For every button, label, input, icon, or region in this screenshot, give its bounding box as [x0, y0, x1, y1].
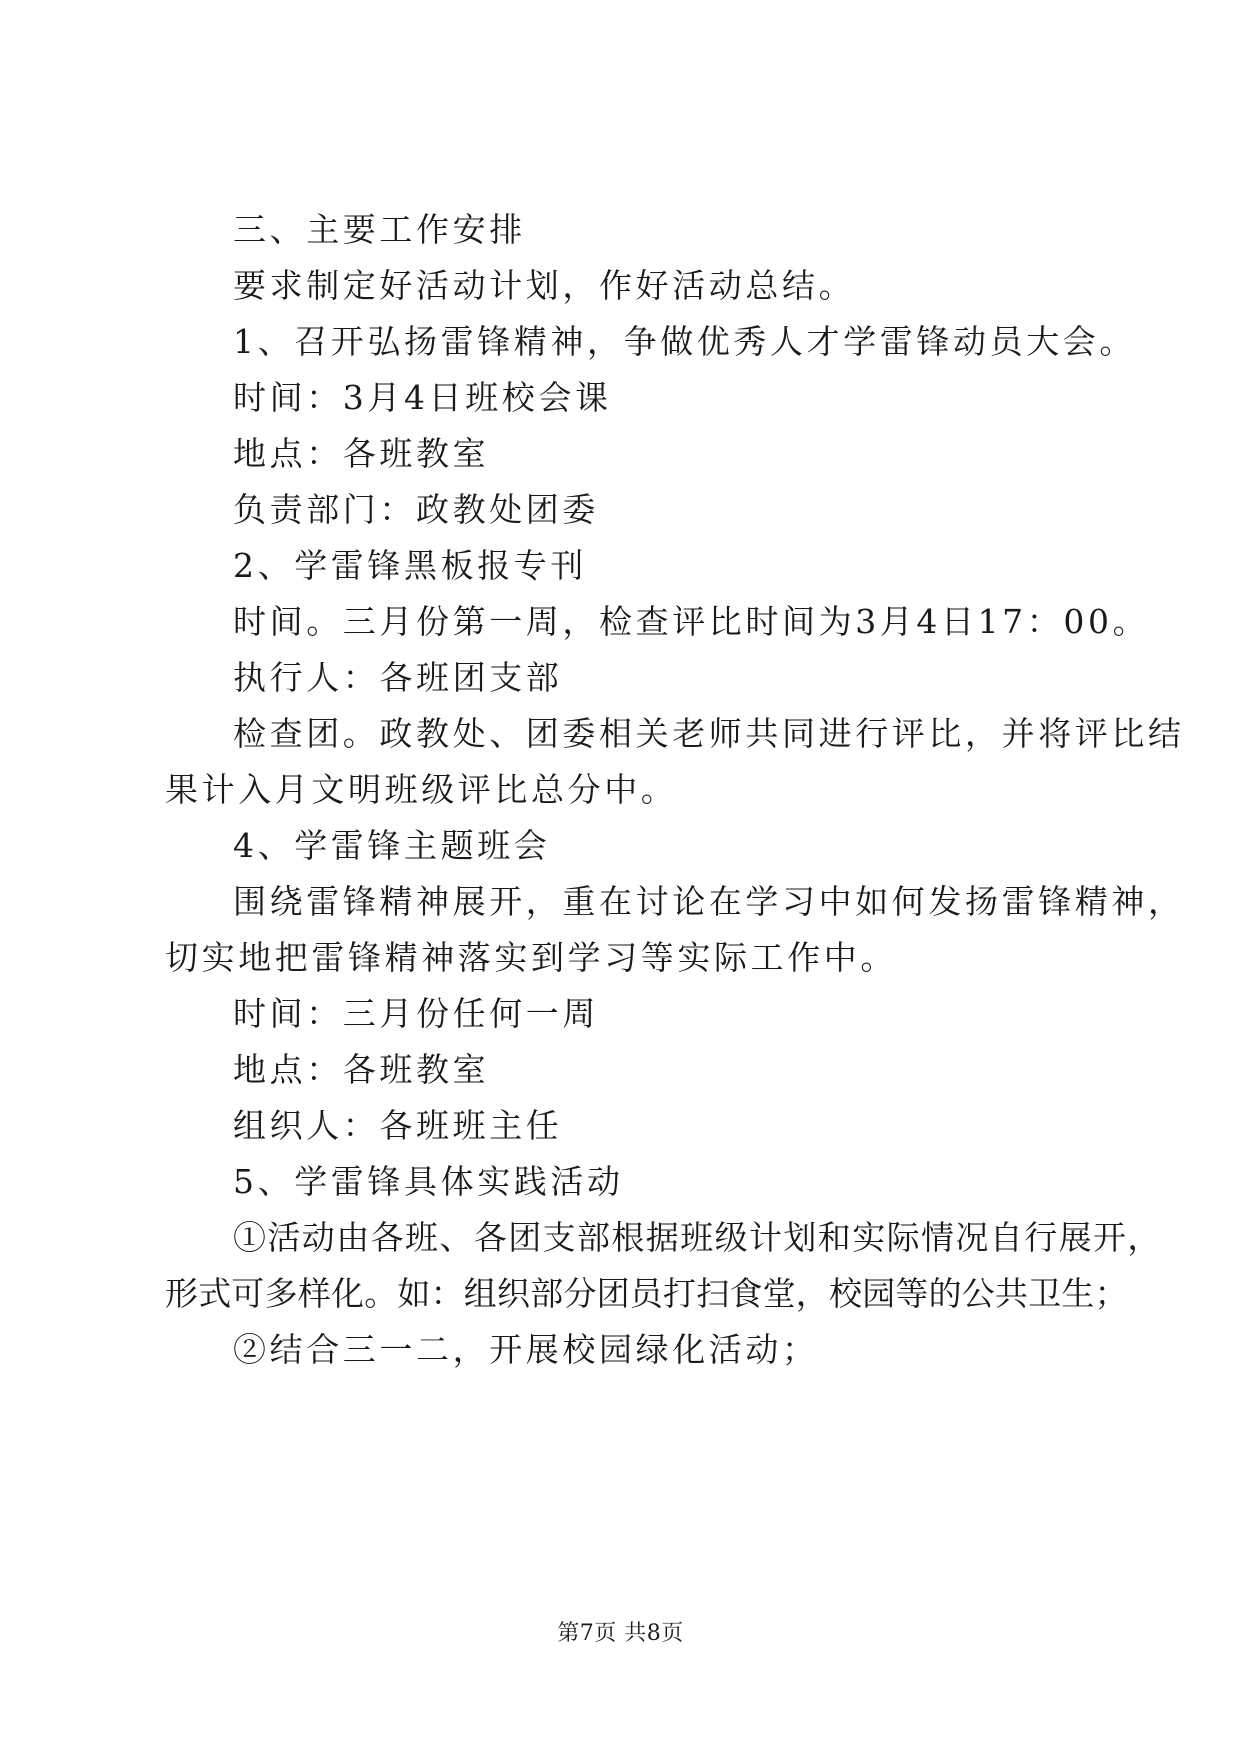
- paragraph-line: 围绕雷锋精神展开，重在讨论在学习中如何发扬雷锋精神，: [233, 882, 1185, 921]
- paragraph-line: 形式可多样化。如：组织部分团员打扫食堂，校园等的公共卫生；: [165, 1274, 1128, 1313]
- paragraph-line: 地点：各班教室: [233, 434, 490, 473]
- paragraph-line: 果计入月文明班级评比总分中。: [165, 770, 678, 809]
- paragraph-line: 负责部门：政教处团委: [233, 490, 599, 529]
- paragraph-line: 地点：各班教室: [233, 1050, 490, 1089]
- paragraph-line: ②结合三一二，开展校园绿化活动；: [233, 1330, 819, 1369]
- paragraph-line: 组织人：各班班主任: [233, 1106, 563, 1145]
- page-number-footer: 第7页 共8页: [557, 1621, 684, 1646]
- paragraph-line: 时间：三月份任何一周: [233, 994, 599, 1033]
- list-item-heading: 4、学雷锋主题班会: [233, 826, 551, 865]
- paragraph-line: 时间：3月4日班校会课: [233, 378, 612, 417]
- paragraph-line: 检查团。政教处、团委相关老师共同进行评比，并将评比结: [233, 714, 1185, 753]
- list-item-heading: 1、召开弘扬雷锋精神，争做优秀人才学雷锋动员大会。: [233, 322, 1136, 361]
- paragraph-line: 要求制定好活动计划，作好活动总结。: [233, 266, 856, 305]
- paragraph-line: 执行人：各班团支部: [233, 658, 563, 697]
- list-item-heading: 2、学雷锋黑板报专刊: [233, 546, 587, 585]
- paragraph-line: 时间。三月份第一周，检查评比时间为3月4日17：00。: [233, 602, 1150, 641]
- list-item-heading: 5、学雷锋具体实践活动: [233, 1162, 624, 1201]
- section-heading: 三、主要工作安排: [233, 210, 526, 249]
- paragraph-line: ①活动由各班、各团支部根据班级计划和实际情况自行展开，: [233, 1218, 1162, 1257]
- paragraph-line: 切实地把雷锋精神落实到学习等实际工作中。: [165, 938, 897, 977]
